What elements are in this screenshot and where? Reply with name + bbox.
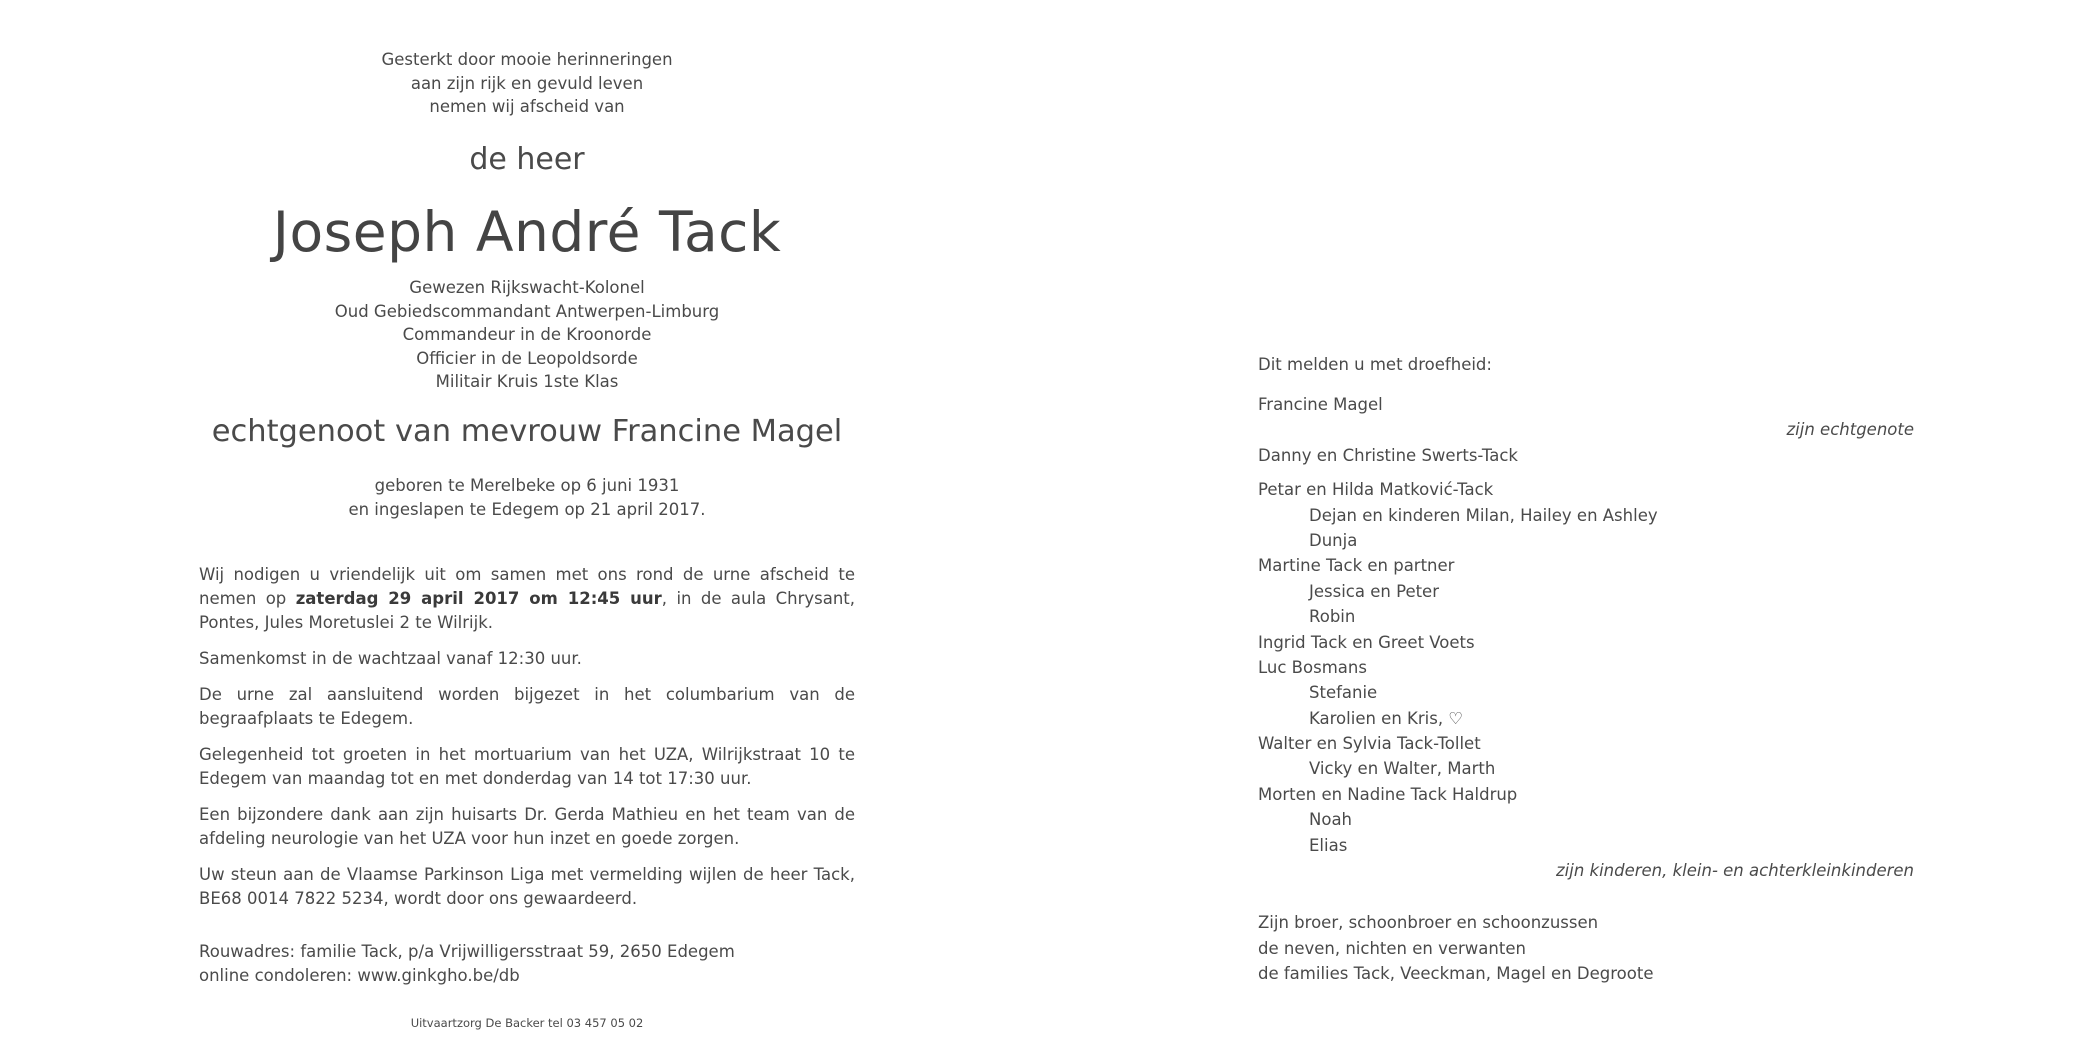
grandchild-line: Dejan en kinderen Milan, Hailey en Ashley (1309, 505, 1658, 525)
right-page (1258, 0, 1914, 1049)
grandchild-line: Vicky en Walter, Marth (1309, 759, 1496, 779)
invitation-location: , in de aula Chrysant, Pontes, Jules Moretuslei 2 te Wilrijk. (199, 589, 856, 632)
gathering-paragraph: Samenkomst in de wachtzaal vanaf 12:30 uur. (199, 649, 582, 668)
death-line: en ingeslapen te Edegem op 21 april 2017. (348, 499, 706, 519)
extended-family-line: Zijn broer, schoonbroer en schoonzussen (1258, 913, 1599, 932)
title-line: Oud Gebiedscommandant Antwerpen-Limburg (334, 301, 720, 321)
deceased-name: Joseph André Tack (272, 200, 782, 264)
ceremony-datetime: zaterdag 29 april 2017 om 12:45 uur (295, 589, 662, 608)
grandchild-line: Elias (1309, 835, 1348, 855)
spacer (1258, 468, 1914, 477)
title-line: Commandeur in de Kroonorde (402, 325, 652, 344)
extended-family-line: de families Tack, Veeckman, Magel en Degroote (1258, 964, 1654, 983)
children-relation: zijn kinderen, klein- en achterkleinkinderen (1555, 861, 1914, 881)
extended-family-line: de neven, nichten en verwanten (1258, 938, 1526, 958)
left-page (199, 0, 855, 1049)
intro-line: nemen wij afscheid van (429, 97, 625, 116)
online-condolence-line: online condoleren: www.ginkgho.be/db (199, 966, 520, 985)
columbarium-paragraph: De urne zal aansluitend worden bijgezet in het columbarium van de begraafplaats te Edegem. (199, 685, 855, 728)
intro-line: aan zijn rijk en gevuld leven (410, 73, 644, 93)
family-list (1258, 392, 1914, 883)
grandchild-line: Stefanie (1309, 683, 1378, 703)
spouse-line: echtgenoot van mevrouw Francine Magel (211, 414, 843, 449)
grandchild-line: Dunja (1309, 530, 1358, 550)
title-line: Gewezen Rijkswacht-Kolonel (409, 278, 645, 297)
salutation: de heer (469, 142, 585, 177)
extended-family (1258, 910, 1653, 987)
donation-paragraph: Uw steun aan de Vlaamse Parkinson Liga met vermelding wijlen de heer Tack, BE68 0014 7822 5234, wordt door ons gewaardeerd. (199, 865, 855, 908)
grandchild-line: Robin (1309, 607, 1356, 627)
spouse-relation: zijn echtgenote (1786, 420, 1914, 440)
family-member-line: Luc Bosmans (1258, 657, 1367, 677)
title-line: Militair Kruis 1ste Klas (435, 372, 619, 391)
family-member-line: Petar en Hilda Matković-Tack (1258, 480, 1494, 500)
family-member-line: Walter en Sylvia Tack-Tollet (1258, 734, 1481, 754)
intro-text (199, 48, 855, 119)
visitation-paragraph: Gelegenheid tot groeten in het mortuarium van het UZA, Wilrijkstraat 10 te Edegem van maandag tot en met donderdag van 14 tot 17:30 uur. (199, 745, 855, 788)
family-member-line: Martine Tack en partner (1258, 556, 1455, 576)
invitation-text: Wij nodigen u vriendelijk uit om samen met ons rond de urne afscheid te nemen op (199, 565, 855, 608)
notice-heading: Dit melden u met droefheid: (1258, 355, 1492, 374)
thanks-paragraph: Een bijzondere dank aan zijn huisarts Dr. Gerda Mathieu en het team van de afdeling neurologie van het UZA voor hun inzet en goede zorgen. (199, 805, 855, 848)
ceremony-details (199, 563, 855, 923)
spouse-name: Francine Magel (1258, 395, 1383, 414)
honorary-titles (199, 276, 855, 394)
life-dates (199, 474, 855, 521)
grandchild-line: Jessica en Peter (1309, 581, 1439, 601)
family-member-line: Danny en Christine Swerts-Tack (1258, 445, 1518, 465)
invitation-paragraph (199, 563, 855, 635)
grandchild-line: Karolien en Kris, ♡ (1309, 708, 1464, 728)
mourning-address (199, 940, 855, 988)
funeral-home-footer: Uitvaartzorg De Backer tel 03 457 05 02 (410, 1016, 644, 1030)
grandchild-line: Noah (1309, 810, 1353, 830)
intro-line: Gesterkt door mooie herinneringen (381, 50, 673, 69)
family-member-line: Morten en Nadine Tack Haldrup (1258, 784, 1518, 804)
address-line: Rouwadres: familie Tack, p/a Vrijwilligersstraat 59, 2650 Edegem (199, 942, 735, 961)
title-line: Officier in de Leopoldsorde (416, 348, 638, 368)
family-member-line: Ingrid Tack en Greet Voets (1258, 632, 1475, 652)
birth-line: geboren te Merelbeke op 6 juni 1931 (374, 476, 680, 495)
